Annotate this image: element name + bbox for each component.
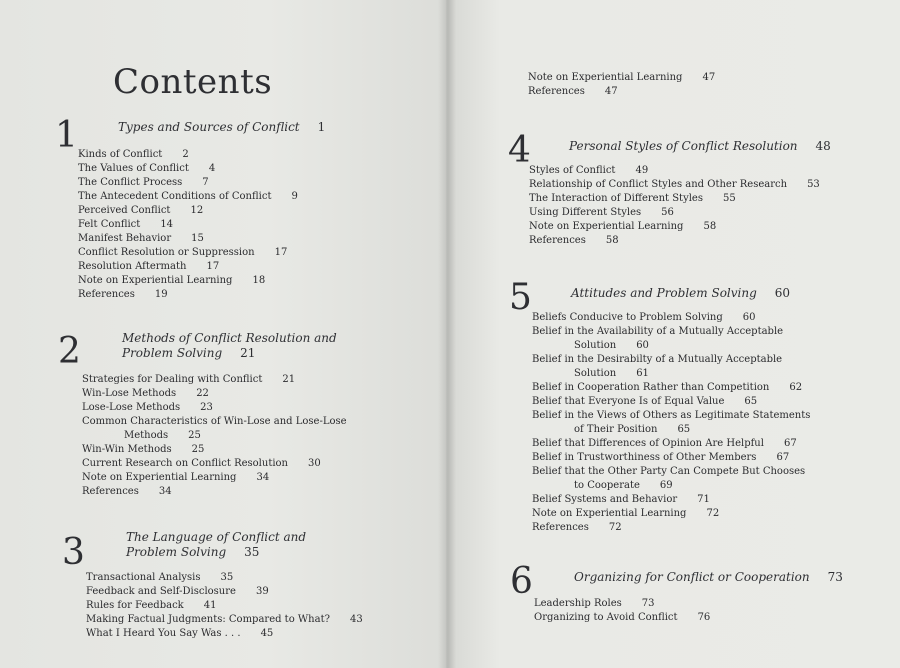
toc-entry-label: Organizing to Avoid Conflict: [534, 612, 678, 623]
toc-entry: [532, 521, 810, 535]
toc-entry: [86, 613, 363, 627]
toc-entry-label: Belief in the Views of Others as Legitimate Statements: [532, 410, 811, 421]
toc-entry-label: Perceived Conflict: [78, 205, 171, 216]
chapter-1-title: Types and Sources of Conflict 1: [118, 120, 326, 134]
toc-entry-page: 15: [191, 233, 204, 244]
toc-entry-page: 69: [659, 480, 673, 491]
toc-entry-label: Styles of Conflict: [529, 165, 616, 176]
toc-entry-page: 58: [703, 221, 717, 232]
toc-entry-label: Belief in Trustworthiness of Other Members: [532, 452, 757, 463]
toc-entry: [529, 234, 820, 248]
toc-entry-continuation: Solution: [574, 340, 617, 351]
toc-entry-page: 47: [702, 72, 716, 83]
carryover-entries: [528, 71, 715, 99]
toc-entry-label: Belief in the Availability of a Mutually Acceptable: [532, 326, 784, 337]
chapter-5-number: 5: [509, 277, 532, 318]
toc-entry: [86, 627, 363, 641]
toc-entry: [532, 451, 810, 465]
toc-entry: [82, 415, 347, 443]
toc-entry-page: 25: [188, 430, 201, 441]
chapter-2-number: 2: [58, 331, 81, 372]
toc-entry-page: 65: [744, 396, 758, 407]
toc-entry: [528, 71, 715, 85]
toc-entry-label: Belief in the Desirabilty of a Mutually Acceptable: [532, 354, 783, 365]
toc-entry-page: 72: [706, 508, 720, 519]
toc-entry: [82, 471, 347, 485]
book-gutter: [438, 0, 456, 668]
toc-entry: [82, 387, 347, 401]
toc-entry-label: Note on Experiential Learning: [532, 508, 687, 519]
toc-entry-label: Beliefs Conducive to Problem Solving: [532, 312, 723, 323]
toc-entry-page: 61: [636, 368, 649, 379]
toc-entry: [78, 232, 298, 246]
toc-entry-label: Rules for Feedback: [86, 600, 184, 611]
toc-entry-label: Common Characteristics of Win-Lose and Lose-Lose: [82, 416, 347, 427]
chapter-5-title: Attitudes and Problem Solving 60: [571, 286, 791, 300]
chapter-6-entries: [534, 597, 710, 625]
toc-entry-continuation: Solution: [574, 368, 617, 379]
toc-entry: [86, 585, 363, 599]
chapter-6-title: Organizing for Conflict or Cooperation 73: [574, 570, 843, 584]
toc-entry-label: Strategies for Dealing with Conflict: [82, 374, 263, 385]
toc-entry-label: Note on Experiential Learning: [528, 72, 683, 83]
toc-entry: [529, 178, 820, 192]
toc-entry: [82, 485, 347, 499]
toc-entry-page: 43: [349, 614, 363, 625]
toc-entry-label: Belief in Cooperation Rather than Competition: [532, 382, 770, 393]
chapter-6-number: 6: [510, 561, 533, 602]
toc-entry-label: What I Heard You Say Was . . .: [86, 628, 241, 639]
toc-entry: [86, 571, 363, 585]
toc-entry: [532, 465, 810, 493]
toc-entry: [529, 220, 820, 234]
toc-entry: [532, 409, 810, 437]
toc-entry-page: 34: [158, 486, 172, 497]
toc-entry: [532, 311, 810, 325]
chapter-3-entries: [86, 571, 363, 641]
toc-entry-page: 41: [203, 600, 217, 611]
toc-entry-page: 55: [722, 193, 736, 204]
toc-entry-page: 25: [191, 444, 205, 455]
toc-entry-page: 35: [220, 572, 234, 583]
toc-entry-page: 71: [697, 494, 710, 505]
toc-entry-page: 45: [260, 628, 274, 639]
toc-entry: [532, 437, 810, 451]
toc-entry-page: 47: [604, 86, 618, 97]
toc-entry-label: Note on Experiential Learning: [82, 472, 237, 483]
chapter-2-entries: [82, 373, 347, 499]
toc-entry-label: References: [529, 235, 586, 246]
toc-entry: [78, 148, 298, 162]
toc-entry-label: References: [78, 289, 135, 300]
toc-entry: [532, 493, 810, 507]
toc-entry-label: Note on Experiential Learning: [529, 221, 684, 232]
toc-entry: [532, 381, 810, 395]
toc-entry-label: References: [528, 86, 585, 97]
toc-entry-label: Belief that the Other Party Can Compete But Chooses: [532, 466, 806, 477]
toc-entry: [78, 190, 298, 204]
toc-entry-page: 17: [274, 247, 288, 258]
toc-entry-label: Transactional Analysis: [86, 572, 201, 583]
toc-entry: [529, 164, 820, 178]
toc-entry-page: 9: [291, 191, 298, 202]
toc-entry-page: 72: [608, 522, 622, 533]
toc-entry: [82, 457, 347, 471]
toc-entry-label: The Antecedent Conditions of Conflict: [78, 191, 272, 202]
toc-entry: [528, 85, 715, 99]
toc-entry-label: Belief that Everyone Is of Equal Value: [532, 396, 725, 407]
toc-entry-label: Felt Conflict: [78, 219, 141, 230]
toc-entry-page: 2: [182, 149, 189, 160]
toc-entry-page: 73: [641, 598, 655, 609]
toc-entry-label: Leadership Roles: [534, 598, 622, 609]
chapter-5-entries: [532, 311, 810, 535]
chapter-3-title: The Language of Conflict and Problem Solving 35: [126, 530, 307, 559]
toc-entry-page: 60: [636, 340, 649, 351]
toc-entry-continuation: to Cooperate: [574, 480, 640, 491]
toc-entry: [532, 507, 810, 521]
chapter-2-title: Methods of Conflict Resolution and Problem Solving 21: [122, 331, 337, 360]
toc-entry-page: 67: [776, 452, 790, 463]
toc-entry-page: 34: [256, 472, 270, 483]
toc-entry-label: Belief Systems and Behavior: [532, 494, 678, 505]
toc-entry-label: Win-Win Methods: [82, 444, 172, 455]
toc-entry-page: 67: [783, 438, 797, 449]
toc-entry-label: Win-Lose Methods: [82, 388, 177, 399]
toc-entry: [82, 373, 347, 387]
toc-entry-label: Manifest Behavior: [78, 233, 172, 244]
toc-entry-page: 21: [282, 374, 296, 385]
toc-entry: [529, 206, 820, 220]
toc-entry-label: The Values of Conflict: [78, 163, 189, 174]
toc-entry-label: Conflict Resolution or Suppression: [78, 247, 255, 258]
chapter-3-number: 3: [62, 532, 85, 573]
toc-entry: [78, 260, 298, 274]
toc-entry-page: 14: [160, 219, 174, 230]
toc-entry-page: 58: [605, 235, 619, 246]
toc-entry: [78, 162, 298, 176]
toc-entry: [82, 443, 347, 457]
toc-entry-label: Kinds of Conflict: [78, 149, 163, 160]
toc-entry: [86, 599, 363, 613]
toc-entry: [534, 597, 710, 611]
toc-entry: [78, 176, 298, 190]
toc-entry-label: Lose-Lose Methods: [82, 402, 181, 413]
toc-entry-label: Relationship of Conflict Styles and Other Research: [529, 179, 788, 190]
toc-entry-page: 56: [661, 207, 674, 218]
toc-entry-page: 60: [742, 312, 756, 323]
toc-entry-page: 17: [206, 261, 220, 272]
toc-entry: [534, 611, 710, 625]
toc-entry-label: The Conflict Process: [78, 177, 183, 188]
toc-entry: [78, 274, 298, 288]
chapter-1-number: 1: [55, 115, 78, 156]
toc-entry-page: 23: [200, 402, 213, 413]
toc-entry-page: 19: [154, 289, 168, 300]
toc-entry-page: 30: [308, 458, 321, 469]
chapter-4-number: 4: [508, 130, 531, 171]
toc-entry-page: 12: [190, 205, 204, 216]
toc-entry-page: 39: [255, 586, 269, 597]
chapter-4-title: Personal Styles of Conflict Resolution 48: [569, 139, 831, 153]
toc-entry-label: Note on Experiential Learning: [78, 275, 233, 286]
toc-entry: [532, 395, 810, 409]
toc-entry-page: 18: [252, 275, 266, 286]
toc-entry: [532, 353, 810, 381]
toc-entry: [82, 401, 347, 415]
toc-entry-label: References: [82, 486, 139, 497]
toc-entry-continuation: Methods: [124, 430, 169, 441]
toc-entry-label: Using Different Styles: [529, 207, 642, 218]
toc-entry-page: 53: [807, 179, 820, 190]
toc-entry-page: 49: [635, 165, 649, 176]
toc-entry-page: 7: [202, 177, 209, 188]
toc-entry: [529, 192, 820, 206]
toc-entry-label: References: [532, 522, 589, 533]
toc-entry-label: Making Factual Judgments: Compared to What?: [86, 614, 330, 625]
contents-title: Contents: [113, 62, 273, 102]
toc-entry: [78, 246, 298, 260]
toc-entry-page: 4: [208, 163, 216, 174]
chapter-4-entries: [529, 164, 820, 248]
toc-entry-label: Current Research on Conflict Resolution: [82, 458, 289, 469]
toc-entry-page: 62: [789, 382, 803, 393]
toc-entry: [78, 218, 298, 232]
toc-entry-label: Belief that Differences of Opinion Are Helpful: [532, 438, 764, 449]
toc-entry-label: The Interaction of Different Styles: [529, 193, 703, 204]
chapter-1-entries: [78, 148, 298, 302]
toc-entry-label: Resolution Aftermath: [78, 261, 187, 272]
toc-entry: [78, 204, 298, 218]
toc-entry-continuation: of Their Position: [574, 424, 658, 435]
toc-entry-label: Feedback and Self-Disclosure: [86, 586, 236, 597]
toc-entry-page: 22: [196, 388, 209, 399]
toc-entry-page: 76: [697, 612, 711, 623]
toc-entry: [532, 325, 810, 353]
toc-entry: [78, 288, 298, 302]
toc-entry-page: 65: [677, 424, 691, 435]
